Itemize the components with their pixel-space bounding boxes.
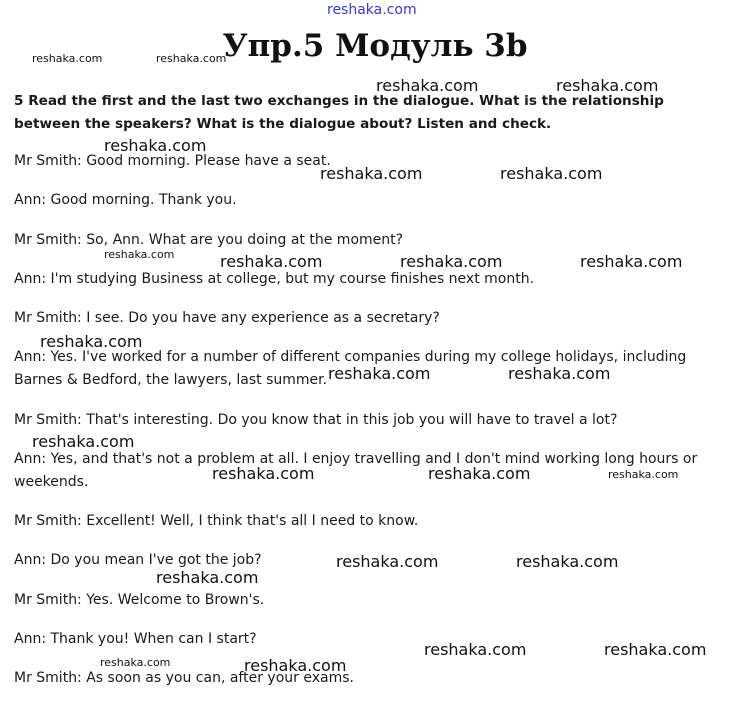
watermark-text: reshaka.com: [40, 332, 143, 351]
watermark-text: reshaka.com: [100, 656, 171, 669]
watermark-text: reshaka.com: [104, 136, 207, 155]
dialogue-line-6: Ann: Yes. I've worked for a number of different companies during my college holidays, including Barnes & Bedford, the lawyers, last summer.: [14, 349, 687, 388]
watermark-text: reshaka.com: [516, 552, 619, 571]
watermark-text: reshaka.com: [212, 464, 315, 483]
page-title: Упр.5 Модуль 3b: [222, 28, 528, 64]
watermark-text: reshaka.com: [327, 2, 417, 18]
dialogue-line-1: Mr Smith: Good morning. Please have a seat.: [14, 153, 331, 169]
dialogue-line-9: Mr Smith: Excellent! Well, I think that's all I need to know.: [14, 513, 419, 529]
dialogue-line-8: Ann: Yes, and that's not a problem at all. I enjoy travelling and I don't mind working long hours or weekends.: [14, 451, 698, 490]
watermark-text: reshaka.com: [104, 248, 175, 261]
dialogue-line-4: Ann: I'm studying Business at college, but my course finishes next month.: [14, 271, 535, 287]
exercise-instruction: 5 Read the first and the last two exchanges in the dialogue. What is the relationship between the speakers? What is the dialogue about? Listen and check.: [14, 93, 664, 132]
watermark-text: reshaka.com: [428, 464, 531, 483]
watermark-text: reshaka.com: [156, 568, 259, 587]
dialogue-line-2: Ann: Good morning. Thank you.: [14, 192, 237, 208]
watermark-text: reshaka.com: [400, 252, 503, 271]
watermark-text: reshaka.com: [220, 252, 323, 271]
watermark-text: reshaka.com: [424, 640, 527, 659]
watermark-text: reshaka.com: [376, 76, 479, 95]
dialogue-line-5: Mr Smith: I see. Do you have any experience as a secretary?: [14, 310, 440, 326]
watermark-text: reshaka.com: [32, 432, 135, 451]
dialogue-line-12: Ann: Thank you! When can I start?: [14, 631, 257, 647]
dialogue-line-11: Mr Smith: Yes. Welcome to Brown's.: [14, 592, 265, 608]
watermark-text: reshaka.com: [32, 52, 103, 65]
dialogue-line-3: Mr Smith: So, Ann. What are you doing at the moment?: [14, 232, 404, 248]
dialogue-line-10: Ann: Do you mean I've got the job?: [14, 552, 262, 568]
watermark-text: reshaka.com: [156, 52, 227, 65]
watermark-text: reshaka.com: [580, 252, 683, 271]
watermark-text: reshaka.com: [604, 640, 707, 659]
watermark-text: reshaka.com: [336, 552, 439, 571]
watermark-text: reshaka.com: [500, 164, 603, 183]
watermark-text: reshaka.com: [320, 164, 423, 183]
watermark-text: reshaka.com: [328, 364, 431, 383]
watermark-text: reshaka.com: [556, 76, 659, 95]
dialogue-line-13: Mr Smith: As soon as you can, after your exams.: [14, 670, 354, 686]
dialogue-line-7: Mr Smith: That's interesting. Do you know that in this job you will have to travel a lot?: [14, 412, 618, 428]
watermark-text: reshaka.com: [508, 364, 611, 383]
watermark-text: reshaka.com: [244, 656, 347, 675]
watermark-text: reshaka.com: [608, 468, 679, 481]
